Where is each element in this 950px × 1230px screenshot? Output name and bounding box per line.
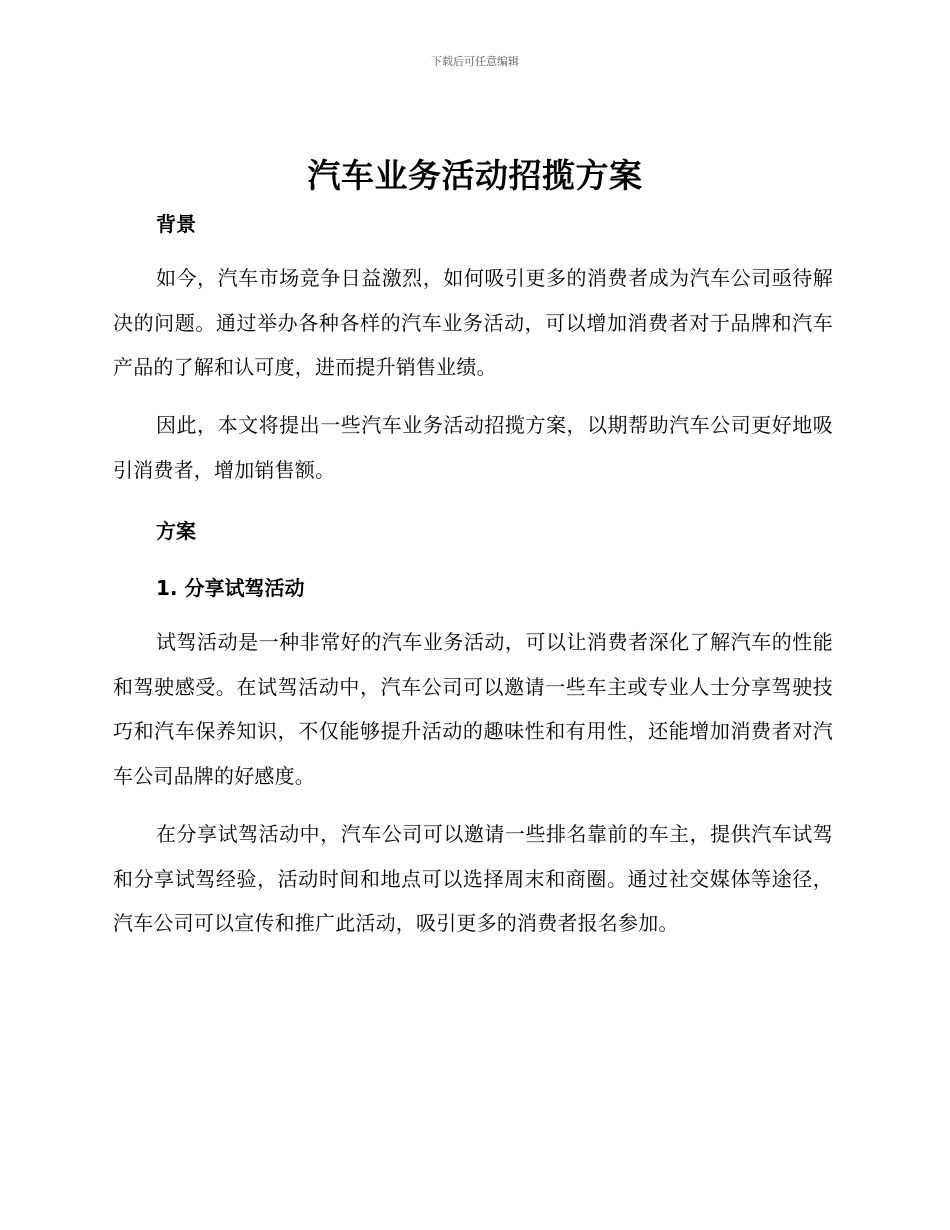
document-title: 汽车业务活动招揽方案 <box>307 156 643 195</box>
paragraph-test-drive-1: 试驾活动是一种非常好的汽车业务活动，可以让消费者深化了解汽车的性能和驾驶感受。在试驾活动中，汽车公司可以邀请一些车主或专业人士分享驾驶技巧和汽车保养知识，不仅能够提升活动的趣味性和有用性，还能增加消费者对汽车公司品牌的好感度。 <box>113 630 833 788</box>
section-heading-background: 背景 <box>156 212 196 236</box>
paragraph-background-2: 因此，本文将提出一些汽车业务活动招揽方案，以期帮助汽车公司更好地吸引消费者，增加销售额。 <box>113 413 833 482</box>
section-heading-plan: 方案 <box>156 519 196 543</box>
paragraph-background-1: 如今，汽车市场竞争日益激烈，如何吸引更多的消费者成为汽车公司亟待解决的问题。通过举办各种各样的汽车业务活动，可以增加消费者对于品牌和汽车产品的了解和认可度，进而提升销售业绩。 <box>113 266 833 379</box>
page-header-note: 下载后可任意编辑 <box>431 55 519 68</box>
subheading-test-drive: 1. 分享试驾活动 <box>156 576 305 600</box>
paragraph-test-drive-2: 在分享试驾活动中，汽车公司可以邀请一些排名靠前的车主，提供汽车试驾和分享试驾经验，活动时间和地点可以选择周末和商圈。通过社交媒体等途径，汽车公司可以宣传和推广此活动，吸引更多的消费者报名参加。 <box>113 822 833 935</box>
